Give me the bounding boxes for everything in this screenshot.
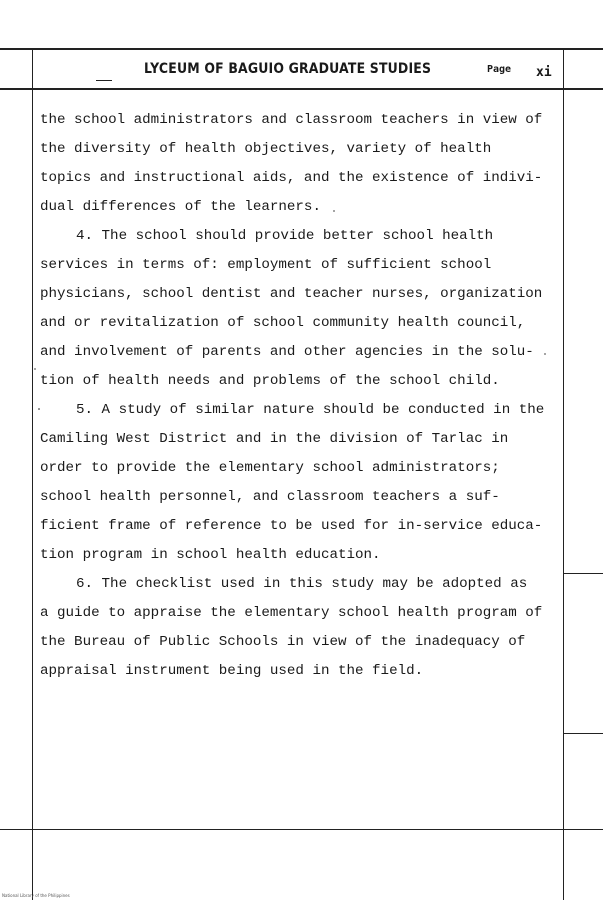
page-label: Page bbox=[487, 64, 512, 75]
text-line: topics and instructional aids, and the existence of indivi- bbox=[40, 170, 543, 186]
body-text bbox=[40, 106, 560, 686]
page-number: xi bbox=[536, 65, 552, 80]
scan-speck bbox=[38, 408, 40, 410]
right-tab-mark-1 bbox=[563, 573, 603, 574]
scan-speck bbox=[34, 368, 36, 370]
text-line: appraisal instrument being used in the field. bbox=[40, 663, 424, 679]
header-top-rule bbox=[0, 48, 603, 50]
text-line: and involvement of parents and other agencies in the solu- bbox=[40, 344, 534, 360]
scan-speck bbox=[544, 353, 546, 355]
text-line: the Bureau of Public Schools in view of the inadequacy of bbox=[40, 634, 526, 650]
text-line: tion of health needs and problems of the school child. bbox=[40, 373, 500, 389]
footer-rule bbox=[0, 829, 603, 830]
text-line: the diversity of health objectives, variety of health bbox=[40, 141, 492, 157]
page-header-title: LYCEUM OF BAGUIO GRADUATE STUDIES bbox=[144, 61, 432, 77]
scan-speck bbox=[333, 210, 335, 212]
recommendation-6-start: 6. The checklist used in this study may be adopted as bbox=[76, 576, 528, 592]
recommendation-4-start: 4. The school should provide better school health bbox=[76, 228, 494, 244]
left-margin-rule bbox=[32, 48, 33, 900]
title-underline-mark bbox=[96, 80, 112, 81]
scan-footer-note: National Library of the Philippines bbox=[2, 893, 70, 898]
text-line: Camiling West District and in the division of Tarlac in bbox=[40, 431, 509, 447]
text-line: ficient frame of reference to be used for in-service educa- bbox=[40, 518, 543, 534]
text-line: physicians, school dentist and teacher nurses, organization bbox=[40, 286, 543, 302]
right-margin-rule bbox=[563, 48, 564, 900]
text-line: and or revitalization of school community health council, bbox=[40, 315, 526, 331]
text-line: order to provide the elementary school administrators; bbox=[40, 460, 500, 476]
right-tab-mark-2 bbox=[563, 733, 603, 734]
text-line: a guide to appraise the elementary school health program of bbox=[40, 605, 543, 621]
text-line: dual differences of the learners. bbox=[40, 199, 321, 215]
text-line: school health personnel, and classroom teachers a suf- bbox=[40, 489, 500, 505]
text-line: services in terms of: employment of sufficient school bbox=[40, 257, 492, 273]
text-line: the school administrators and classroom teachers in view of bbox=[40, 112, 543, 128]
text-line: tion program in school health education. bbox=[40, 547, 381, 563]
header-bottom-rule bbox=[0, 88, 603, 90]
recommendation-5-start: 5. A study of similar nature should be conducted in the bbox=[76, 402, 545, 418]
